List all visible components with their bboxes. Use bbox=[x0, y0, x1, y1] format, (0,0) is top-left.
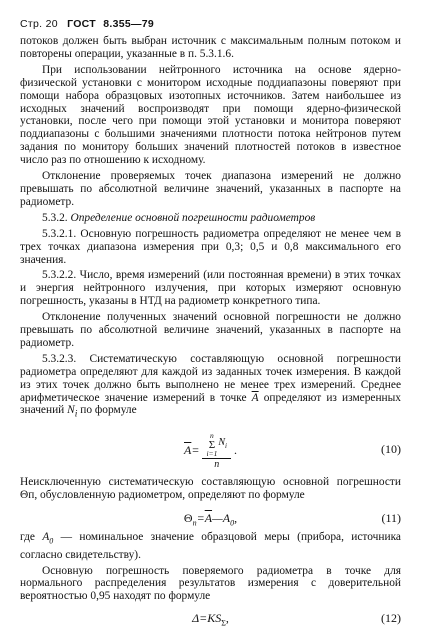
section-heading bbox=[20, 212, 401, 225]
formula-number: (10) bbox=[381, 441, 401, 456]
formula-sub: Σ bbox=[221, 618, 226, 628]
variable-symbol: N bbox=[67, 404, 75, 417]
formula-number: (11) bbox=[381, 511, 401, 526]
paragraph: 5.3.2.2. Число, время измерений (или постоянная времени) в этих точках и энергия нейтронного излучения, при которых измеряют основную погрешность, указаны в НТД на радиометр конкретного типа. bbox=[20, 269, 401, 308]
where-symbol: A bbox=[42, 531, 50, 544]
formula-12: $\Delta=KS_\Sigma$, (12) bbox=[192, 611, 401, 628]
formula-11: $\Theta_п=\overline{A}—A_0$, (11) bbox=[183, 511, 401, 528]
where-text: — номинальное значение образцовой меры (прибора, источника согласно свидетельству). bbox=[20, 531, 401, 561]
page-number: 20 bbox=[45, 18, 58, 30]
standard-name: ГОСТ bbox=[67, 18, 96, 30]
sum-lower: i=1 bbox=[206, 448, 218, 458]
formula-explanation bbox=[20, 531, 401, 561]
page-header bbox=[20, 18, 401, 30]
paragraph-text: по формуле bbox=[80, 404, 137, 417]
paragraph bbox=[20, 353, 401, 422]
formula-rhs-b: A bbox=[222, 511, 231, 526]
formula-number: (12) bbox=[381, 611, 401, 626]
paragraph: Основную погрешность поверяемого радиометра в точке для нормального распределения результатов измерения с доверительной вероятностью 0,95 находят по формуле bbox=[20, 564, 401, 603]
paragraph: Неисключенную систематическую составляющую основной погрешности Θп, обусловленную радиометром, определяют по формуле bbox=[20, 475, 401, 501]
formula-10: $\overline{A}=$ n Σ i=1 $N_i$ n . (10) bbox=[20, 428, 401, 470]
formula-text: Δ=KS bbox=[192, 611, 222, 626]
sum-var: N bbox=[218, 437, 226, 449]
sum-sign: Σ bbox=[208, 438, 216, 451]
formula-fraction bbox=[202, 432, 231, 470]
variable-subscript: i bbox=[74, 409, 78, 420]
formula-lhs: Θ bbox=[183, 511, 193, 526]
section-title: Определение основной погрешности радиометров bbox=[70, 211, 316, 224]
formula-lhs-sub: п bbox=[192, 518, 197, 528]
paragraph: Отклонение проверяемых точек диапазона измерений не должно превышать по абсолютной величине значений, указанных в паспорте на радиометр. bbox=[20, 170, 401, 208]
mean-symbol: $\overline{A}$ bbox=[251, 391, 259, 404]
paragraph-text: 5.3.2.3. Систематическую составляющую основной погрешности радиометра определяют для каждой из заданных точек измерения. В каждой из этих точек должно быть выполнено не менее трех измерений. Среднее арифметическое значение измерений в точке bbox=[20, 352, 401, 404]
page-prefix: Стр. bbox=[20, 18, 43, 30]
sum-upper: n bbox=[210, 431, 214, 441]
paragraph-text: определяют из измеренных значений bbox=[20, 391, 401, 417]
section-number: 5.3.2. bbox=[42, 211, 68, 224]
formula-rhs-b-sub: 0 bbox=[230, 518, 235, 528]
formula-rhs-a: $\overline{A}$ bbox=[204, 511, 213, 526]
paragraph: Отклонение полученных значений основной погрешности не должно превышать по абсолютной величине значений, указанных в паспорте на радиометр. bbox=[20, 311, 401, 349]
where-symbol-sub: 0 bbox=[49, 536, 54, 546]
paragraph: 5.3.2.1. Основную погрешность радиометра определяют не менее чем в трех точках диапазона измерения при 0,3; 0,5 и 0,8 максимального его значения. bbox=[20, 227, 401, 266]
where-lead: где bbox=[20, 531, 35, 544]
standard-number: 8.355—79 bbox=[103, 18, 155, 30]
paragraph: потоков должен быть выбран источник с максимальным полным потоком и повторены операции, указанные в п. 5.3.1.6. bbox=[20, 35, 401, 60]
fraction-denominator: n bbox=[214, 459, 220, 471]
sum-var-sub: i bbox=[225, 442, 227, 451]
paragraph: При использовании нейтронного источника на основе ядерно-физической установки с монитором исходные поддиапазоны поверяют при помощи набора образцовых изотопных источников. Затем наибольшее из исходных значений воспроизводят при помощи ядерно-физической установки, после чего при помощи этой установки и монитора поверяют поддиапазоны с большими значениями плотности потока нейтронов путем задания по монитору больших значений плотностей потоков в известное число раз по отношению к исходному. bbox=[20, 63, 401, 167]
formula-lhs: $\overline{A}$ bbox=[184, 442, 192, 457]
